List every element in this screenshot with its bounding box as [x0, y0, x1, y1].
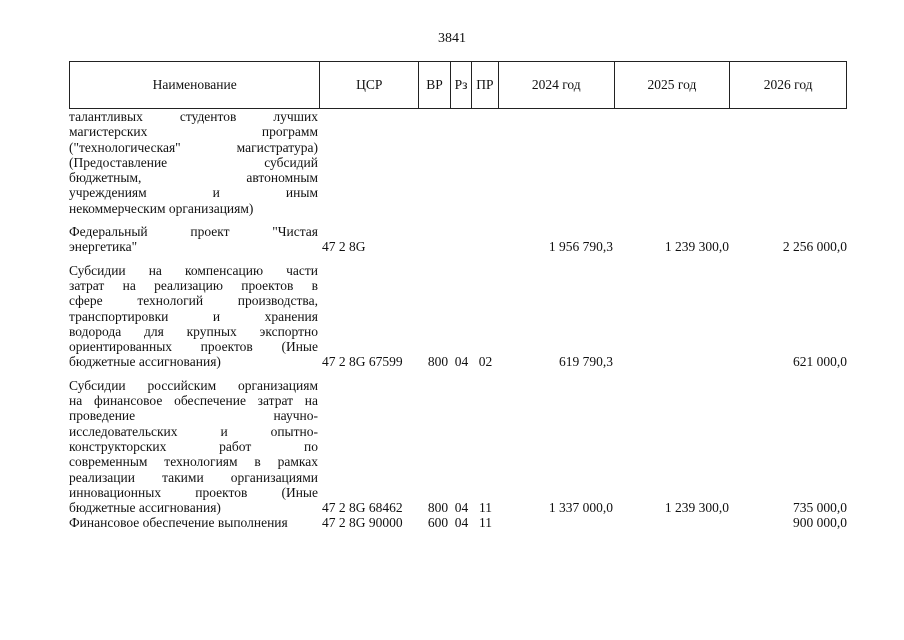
row-pr: 11 — [479, 500, 492, 516]
row-spacer — [69, 216, 847, 224]
row-vr: 600 — [427, 515, 449, 531]
row-spacer — [69, 255, 847, 263]
table-row — [69, 109, 847, 216]
header-pr: ПР — [472, 62, 499, 108]
header-csr: ЦСР — [320, 62, 419, 108]
row-name-line: инновационных проектов (Иные — [69, 484, 318, 500]
row-name-line: бюджетные ассигнования) — [69, 500, 221, 516]
row-2024: 1 956 790,3 — [548, 239, 613, 255]
row-vr — [419, 201, 451, 216]
row-2026: 900 000,0 — [793, 515, 847, 531]
header-2025: 2025 год — [615, 62, 731, 108]
row-name-line: некоммерческим организациям) — [69, 200, 254, 216]
row-name-line: Федеральный проект "Чистая — [69, 224, 318, 240]
row-csr: 47 2 8G 90000 — [322, 515, 403, 531]
row-2025 — [615, 201, 731, 216]
row-csr: 47 2 8G — [322, 239, 366, 255]
header-2026: 2026 год — [763, 77, 813, 92]
row-name-line: энергетика" — [69, 239, 138, 255]
row-2025 — [615, 354, 731, 369]
row-2025: 1 239 300,0 — [664, 239, 729, 255]
row-name-line: талантливых студентов лучших — [69, 109, 318, 124]
table-header — [69, 61, 847, 109]
row-name-line: на финансовое обеспечение затрат на — [69, 393, 318, 409]
header-name: Наименование — [70, 62, 320, 108]
row-pr — [472, 239, 499, 254]
row-rz — [451, 239, 472, 254]
row-name-line: учреждениям и иным — [69, 185, 318, 201]
row-name-line: сфере технологий производства, — [69, 293, 318, 309]
row-name — [69, 263, 320, 370]
table-body — [69, 109, 847, 531]
row-name — [69, 224, 320, 255]
row-name-line: Субсидии на компенсацию части — [69, 262, 318, 278]
row-2025: 1 239 300,0 — [664, 500, 729, 516]
row-pr: 02 — [478, 354, 493, 370]
row-2025 — [615, 515, 731, 530]
row-2026: 735 000,0 — [793, 500, 847, 516]
row-pr — [472, 201, 499, 216]
row-spacer — [69, 370, 847, 378]
row-name-line: ориентированных проектов (Иные — [69, 339, 318, 355]
row-name-line: магистерских программ — [69, 124, 318, 140]
row-name-line: транспортировки и хранения — [69, 308, 318, 324]
row-rz: 04 — [454, 354, 469, 370]
row-2024: 619 790,3 — [559, 354, 613, 370]
row-name-line: ("технологическая" магистратура) — [69, 139, 318, 155]
row-name-line: исследовательских и опытно- — [69, 423, 318, 439]
row-2024 — [499, 201, 615, 216]
page-number: 3841 — [438, 31, 466, 46]
table-row — [69, 263, 847, 370]
row-2024: 1 337 000,0 — [548, 500, 613, 516]
table-row — [69, 224, 847, 255]
header-vr: ВР — [419, 62, 451, 108]
row-name-line: реализации такими организациями — [69, 469, 318, 485]
header-2024: 2024 год — [499, 62, 615, 108]
row-pr: 11 — [479, 515, 492, 531]
row-vr — [419, 239, 451, 254]
row-rz — [451, 201, 472, 216]
row-csr — [320, 201, 419, 216]
row-name-line: проведение научно- — [69, 408, 318, 424]
row-name-line: (Предоставление субсидий — [69, 154, 318, 170]
row-name-line: конструкторских работ по — [69, 438, 318, 454]
row-2026: 621 000,0 — [793, 354, 847, 370]
table-row — [69, 378, 847, 516]
row-name-line: бюджетным, автономным — [69, 170, 318, 186]
row-rz: 04 — [454, 500, 469, 516]
row-name — [69, 378, 320, 516]
row-2024 — [499, 515, 615, 530]
row-vr: 800 — [427, 500, 449, 516]
row-name-line: бюджетные ассигнования) — [69, 354, 221, 370]
row-2026 — [731, 201, 847, 216]
row-name-line: Субсидии российским организациям — [69, 377, 318, 393]
row-vr: 800 — [427, 354, 449, 370]
row-name-line: водорода для крупных экспортно — [69, 323, 318, 339]
table-row — [69, 515, 847, 530]
header-rz: Рз — [451, 62, 472, 108]
row-name — [69, 515, 320, 530]
row-name-line: Финансовое обеспечение выполнения — [69, 515, 288, 531]
row-2026: 2 256 000,0 — [782, 239, 847, 255]
row-name — [69, 109, 320, 216]
row-rz: 04 — [454, 515, 469, 531]
row-csr: 47 2 8G 68462 — [322, 500, 403, 516]
row-name-line: затрат на реализацию проектов в — [69, 277, 318, 293]
row-csr: 47 2 8G 67599 — [322, 354, 403, 370]
row-name-line: современным технологиям в рамках — [69, 454, 318, 470]
